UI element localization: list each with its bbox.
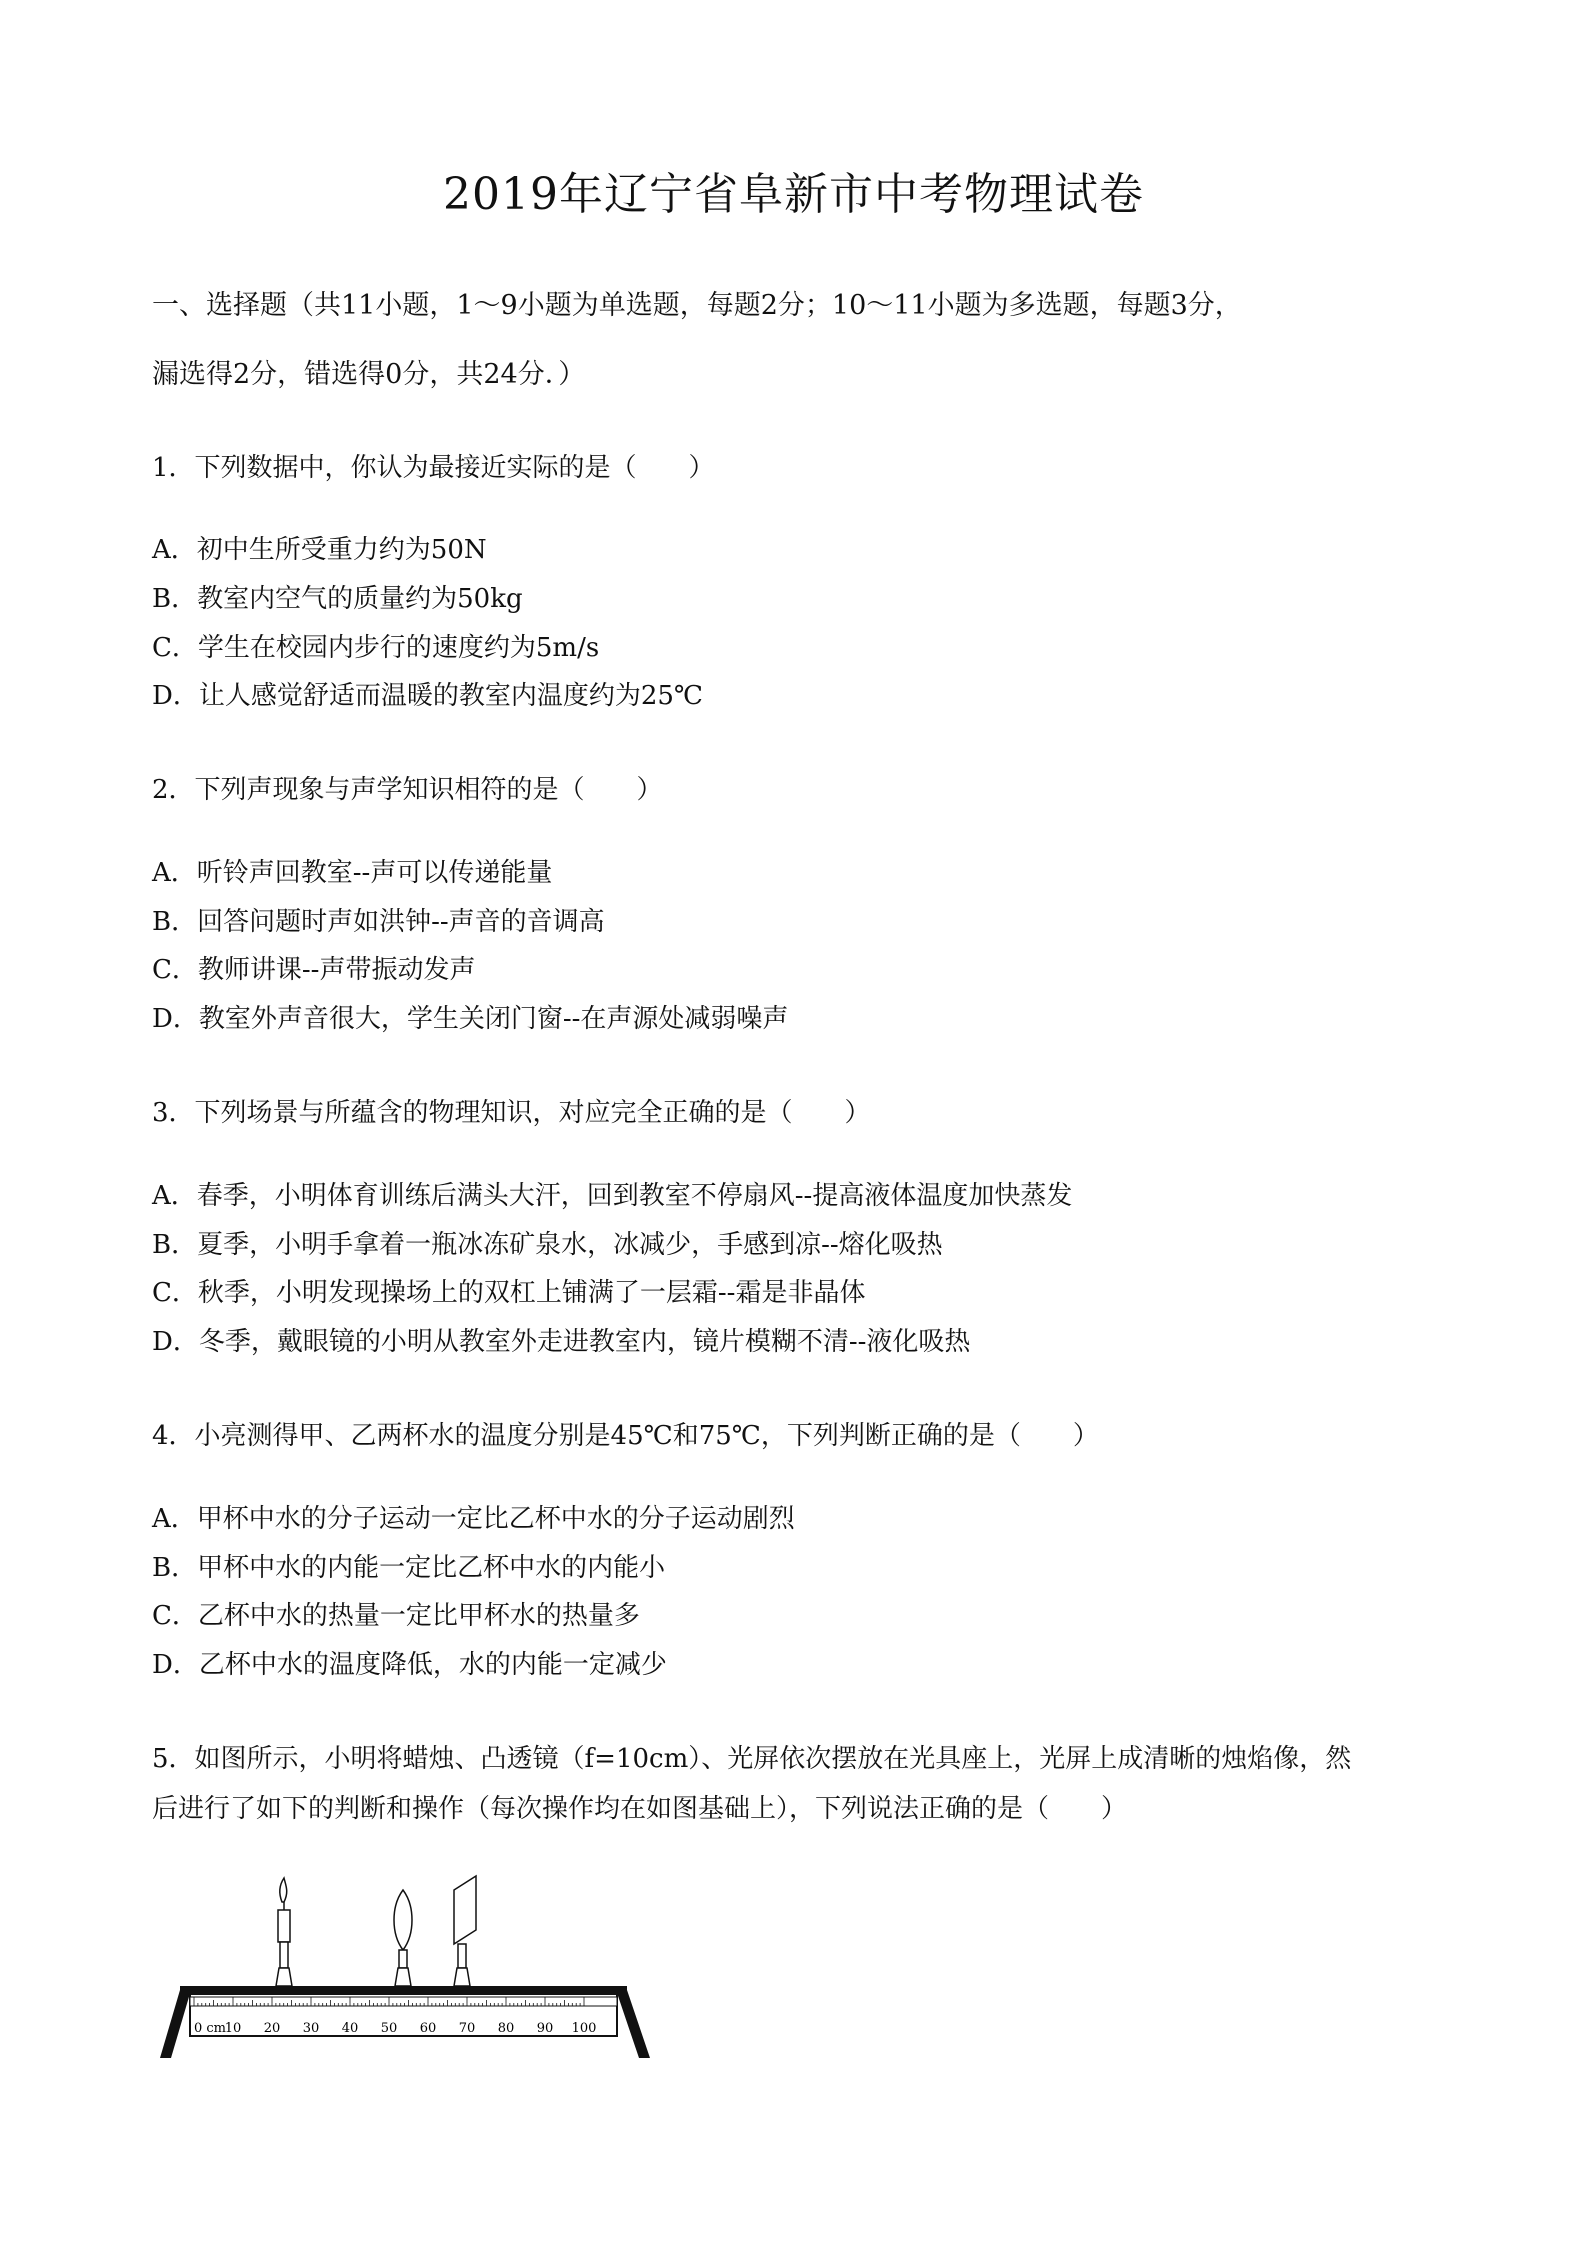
scale-label-30: 30 — [302, 2021, 320, 2036]
question-2-option-d: D．教室外声音很大，学生关闭门窗--在声源处减弱噪声 — [152, 1004, 789, 1034]
question-3-option-c: C．秋季，小明发现操场上的双杠上铺满了一层霜--霜是非晶体 — [152, 1278, 866, 1308]
question-1-stem: 1．下列数据中，你认为最接近实际的是（ ） — [152, 453, 715, 483]
section-heading-line1: 一、选择题（共11小题，1～9小题为单选题，每题2分；10～11小题为多选题，每题3分， — [152, 290, 1242, 321]
section-heading-line2: 漏选得2分，错选得0分，共24分．） — [152, 359, 586, 390]
scale-label-60: 60 — [419, 2021, 437, 2036]
candle — [276, 1878, 292, 1986]
scale-label-90: 90 — [536, 2021, 554, 2036]
question-1-option-d: D．让人感觉舒适而温暖的教室内温度约为25℃ — [152, 681, 704, 711]
question-2-option-c: C．教师讲课--声带振动发声 — [152, 955, 476, 985]
question-4-option-c: C．乙杯中水的热量一定比甲杯水的热量多 — [152, 1601, 640, 1631]
question-2-option-a: A．听铃声回教室--声可以传递能量 — [152, 858, 553, 888]
question-4-option-d: D．乙杯中水的温度降低，水的内能一定减少 — [152, 1650, 667, 1680]
question-1-option-c: C．学生在校园内步行的速度约为5m/s — [152, 633, 600, 663]
bench-rail — [180, 1986, 627, 1994]
question-3-option-a: A．春季，小明体育训练后满头大汗，回到教室不停扇风--提高液体温度加快蒸发 — [152, 1181, 1073, 1211]
scale-label-10: 10 — [224, 2021, 242, 2036]
bench-right-leg — [616, 1990, 650, 2058]
question-3-option-d: D．冬季，戴眼镜的小明从教室外走进教室内，镜片模糊不清--液化吸热 — [152, 1327, 971, 1357]
page-title: 2019年辽宁省阜新市中考物理试卷 — [443, 169, 1144, 220]
scale-label-unit: 0 cm — [194, 2021, 227, 2036]
optical-bench-figure — [158, 1872, 658, 2076]
question-3-option-b: B．夏季，小明手拿着一瓶冰冻矿泉水，冰减少，手感到凉--熔化吸热 — [152, 1230, 943, 1260]
question-1-option-b: B．教室内空气的质量约为50kg — [152, 584, 523, 614]
question-5-stem-line2: 后进行了如下的判断和操作（每次操作均在如图基础上），下列说法正确的是（ ） — [152, 1794, 1128, 1824]
question-4-option-b: B．甲杯中水的内能一定比乙杯中水的内能小 — [152, 1553, 666, 1583]
bench-left-leg — [160, 1990, 191, 2058]
question-5-stem-line1: 5．如图所示，小明将蜡烛、凸透镜（f=10cm）、光屏依次摆放在光具座上，光屏上成清晰的烛焰像，然 — [152, 1744, 1352, 1774]
scale-label-40: 40 — [341, 2021, 359, 2036]
light-screen — [454, 1876, 476, 1986]
convex-lens — [394, 1890, 412, 1986]
scale-label-70: 70 — [458, 2021, 476, 2036]
question-4-stem: 4．小亮测得甲、乙两杯水的温度分别是45℃和75℃，下列判断正确的是（ ） — [152, 1421, 1099, 1451]
scale-label-100: 100 — [571, 2021, 597, 2036]
question-2-option-b: B．回答问题时声如洪钟--声音的音调高 — [152, 907, 605, 937]
scale-label-50: 50 — [380, 2021, 398, 2036]
question-1-option-a: A．初中生所受重力约为50N — [152, 535, 487, 565]
question-3-stem: 3．下列场景与所蕴含的物理知识，对应完全正确的是（ ） — [152, 1098, 871, 1128]
scale-label-20: 20 — [263, 2021, 281, 2036]
question-2-stem: 2．下列声现象与声学知识相符的是（ ） — [152, 775, 663, 805]
question-4-option-a: A．甲杯中水的分子运动一定比乙杯中水的分子运动剧烈 — [152, 1504, 795, 1534]
scale-label-80: 80 — [497, 2021, 515, 2036]
